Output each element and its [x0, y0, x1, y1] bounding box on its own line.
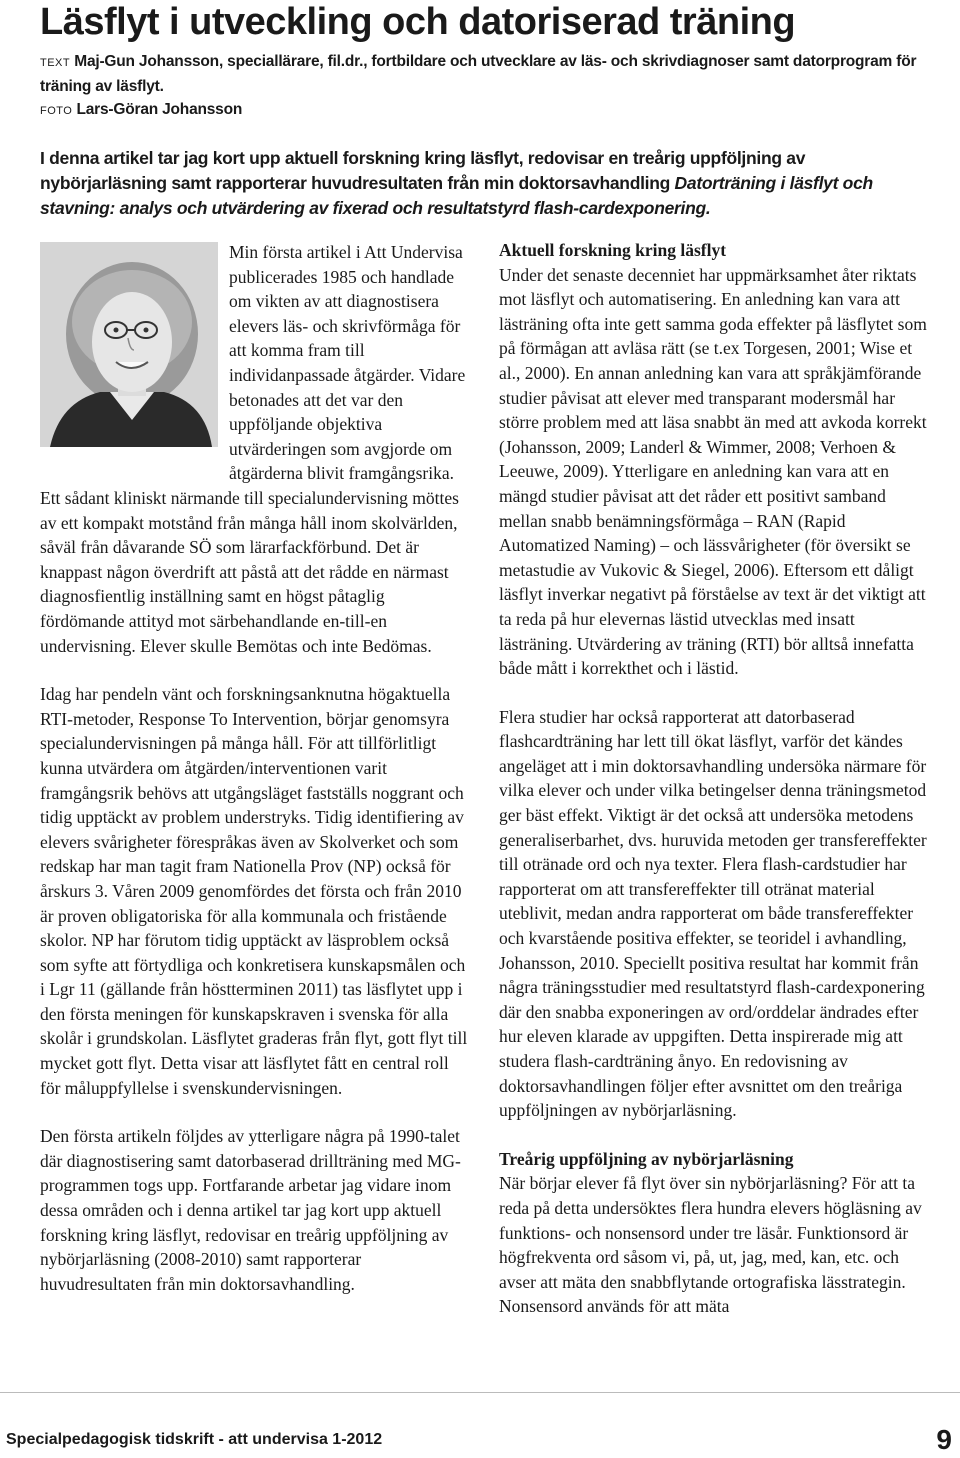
intro-paragraph	[229, 240, 474, 486]
section-heading: Aktuell forskning kring läsflyt	[499, 240, 727, 260]
paragraph: Den första artikeln följdes av ytterligare några på 1990-talet där diagnostisering samt datorbaserad drillträning med MG-programmen togs upp. Fortfarande arbetar jag vidare inom dessa områden och i denna artikel tar jag kort upp aktuell forskning kring läsflyt, redovisar en treårig uppföljning av nybörjarläsning (2008-2010) samt rapporterar huvudresultaten från min doktorsavhandling.	[40, 1126, 461, 1294]
journal-name: Specialpedagogisk tidskrift - att undervisa 1-2012	[6, 1431, 383, 1448]
section-heading: Treårig uppföljning av nybörjarläsning	[499, 1148, 794, 1169]
lead-text: I denna artikel tar jag kort upp aktuell forskning kring läsflyt, redovisar en treårig uppföljning av nybörjarläsning samt rapporterar huvudresultaten från min doktorsavhandling	[40, 148, 806, 193]
paragraph: Ett sådant kliniskt närmande till specialundervisning möttes av ett kompakt motstånd från många håll inom skolvärlden, såväl från dåvarande SÖ som lärarfackförbund. Det är knappast någon överdrift att påstå att det rådde en närmast diagnosfientlig inställning samt en högst påtaglig fördömande attityd mot särbehandlande en-till-en undervisning. Elever skulle Bemötas och inte Bedömas.	[40, 488, 459, 656]
author-portrait	[40, 242, 218, 447]
byline	[40, 50, 940, 123]
author-credit: Maj-Gun Johansson, speciallärare, fil.dr., fortbildare och utvecklare av läs- och skrivdiagnoser samt datorprogram för träning av läsflyt.	[40, 53, 917, 95]
photographer-credit: Lars-Göran Johansson	[76, 101, 243, 118]
photo-label: FOTO	[40, 105, 73, 117]
text-label: TEXT	[40, 57, 71, 69]
article-title: Läsflyt i utveckling och datoriserad träning	[40, 1, 796, 43]
portrait-photo	[40, 242, 218, 447]
paragraph: När börjar elever få flyt över sin nybörjarläsning? För att ta reda på detta undersöktes flera hundra elevers högläsning av funktions- och nonsensord under tre läsår. Funktionsord är högfrekventa ord såsom vi, på, ut, jag, med, kan, etc. och avser att mäta den snabbflytande ortografiska lässtrategin. Nonsensord används för att mäta	[499, 1173, 922, 1317]
page-number: 9	[936, 1424, 952, 1455]
paragraph: Under det senaste decenniet har uppmärksamhet åter riktats mot läsflyt och automatisering. En anledning kan vara att lästräning ofta inte gett samma goda effekter på läsflytet som på förmågan att avläsa rätt (se t.ex Torgesen, 2001; Wise et al., 2000). En annan anledning kan vara att språkjämförande studier påvisat att elever med transparant modersmål har större problem med att läsa snabbt än med att avkoda korrekt (Johansson, 2009; Landerl & Wimmer, 2008; Verhoen & Leeuwe, 2009). Ytterligare en anledning kan vara att en mängd studier påvisat att det råder ett positivt samband mellan snabb benämningsförmåga – RAN (Rapid Automatized Naming) – och lässvårigheter (för översikt se metastudie av Vukovic & Siegel, 2006). Eftersom ett dåligt läsflyt inverkar negativt på förståelse av text är det viktigt att ta reda på hur elevernas lästid utvecklas med insatt lästräning. Utvärdering av träning (RTI) bör alltså innefatta både mått i korrekthet och i lästid.	[499, 264, 927, 679]
dissertation-title: Datorträning i läsflyt och stavning: analys och utvärdering av fixerad och resultatstyrd flash-cardexponering.	[40, 173, 873, 218]
lead-paragraph	[40, 146, 935, 221]
right-column	[499, 238, 929, 1319]
paragraph: Flera studier har också rapporterat att datorbaserad flashcardträning har lett till ökat läsflyt, varför det kändes angeläget att i min doktorsavhandling undersöka närmare för vilka elever och under vilka betingelser denna träningsmetod ger bäst effekt. Viktigt är det också att undersöka metodens generaliserbarhet, dvs. huruvida metoden ger transfereffekter till otränade ord och nya texter. Flera flash-cardstudier har rapporterat om att transfereffekter till otränat material uteblivit, medan andra rapporterat om både transfereffekter och kvarstående positiva effekter, se teoridel i avhandling, Johansson, 2010. Speciellt positiva resultat har kommit från några träningsstudier med resultatstyrd flash-cardexponering där den snabba exponeringen av ord/orddelar ändrades efter hur eleven klarade av uppgiften. Detta inspirerade mig att studera flash-cardträning ånyo. En redovisning av doktorsavhandlingen följer efter avsnittet om den treåriga uppföljningen av nybörjarläsning.	[499, 706, 927, 1121]
paragraph: Idag har pendeln vänt och forskningsanknutna högaktuella RTI-metoder, Response To Intervention, börjar genomsyra specialundervisningen på många håll. För att tillförlitligt kunna utvärdera om åtgärden/interventionen varit framgångsrik behövs att utgångsläget fastställs noggrant och tidig upptäckt av problem understryks. Tidig identifiering av elevers svårigheter förespråkas även av Skolverket och som redskap har man tagit fram Nationella Prov (NP) också för årskurs 3. Våren 2009 genomfördes det första och från 2010 är proven obligatoriska för alla kommunala och fristående skolor. NP har förutom tidig upptäckt av läsproblem också som syfte att förtydliga och konkretisera kunskapsmålen och i Lgr 11 (gällande från höstterminen 2011) tas läsflytet upp i den första meningen för kunskapskraven i svenska för alla skolår i grundskolan. Läsflytet graderas från flyt, gott flyt till mycket gott flyt. Detta visar att läsflytet fått en central roll för måluppfyllelse i svenskundervisningen.	[40, 684, 468, 1098]
intro-text: Min första artikel i Att Undervisa publicerades 1985 och handlade om vikten av att diagnostisera elevers läs- och skrivförmåga för att komma fram till individanpassade åtgärder. Vidare betonades att det var den uppföljande objektiva utvärderingen som avgjorde om åtgärderna blivit framgångsrika.	[229, 242, 466, 484]
left-column	[40, 486, 472, 1296]
footer-divider	[0, 1392, 960, 1393]
